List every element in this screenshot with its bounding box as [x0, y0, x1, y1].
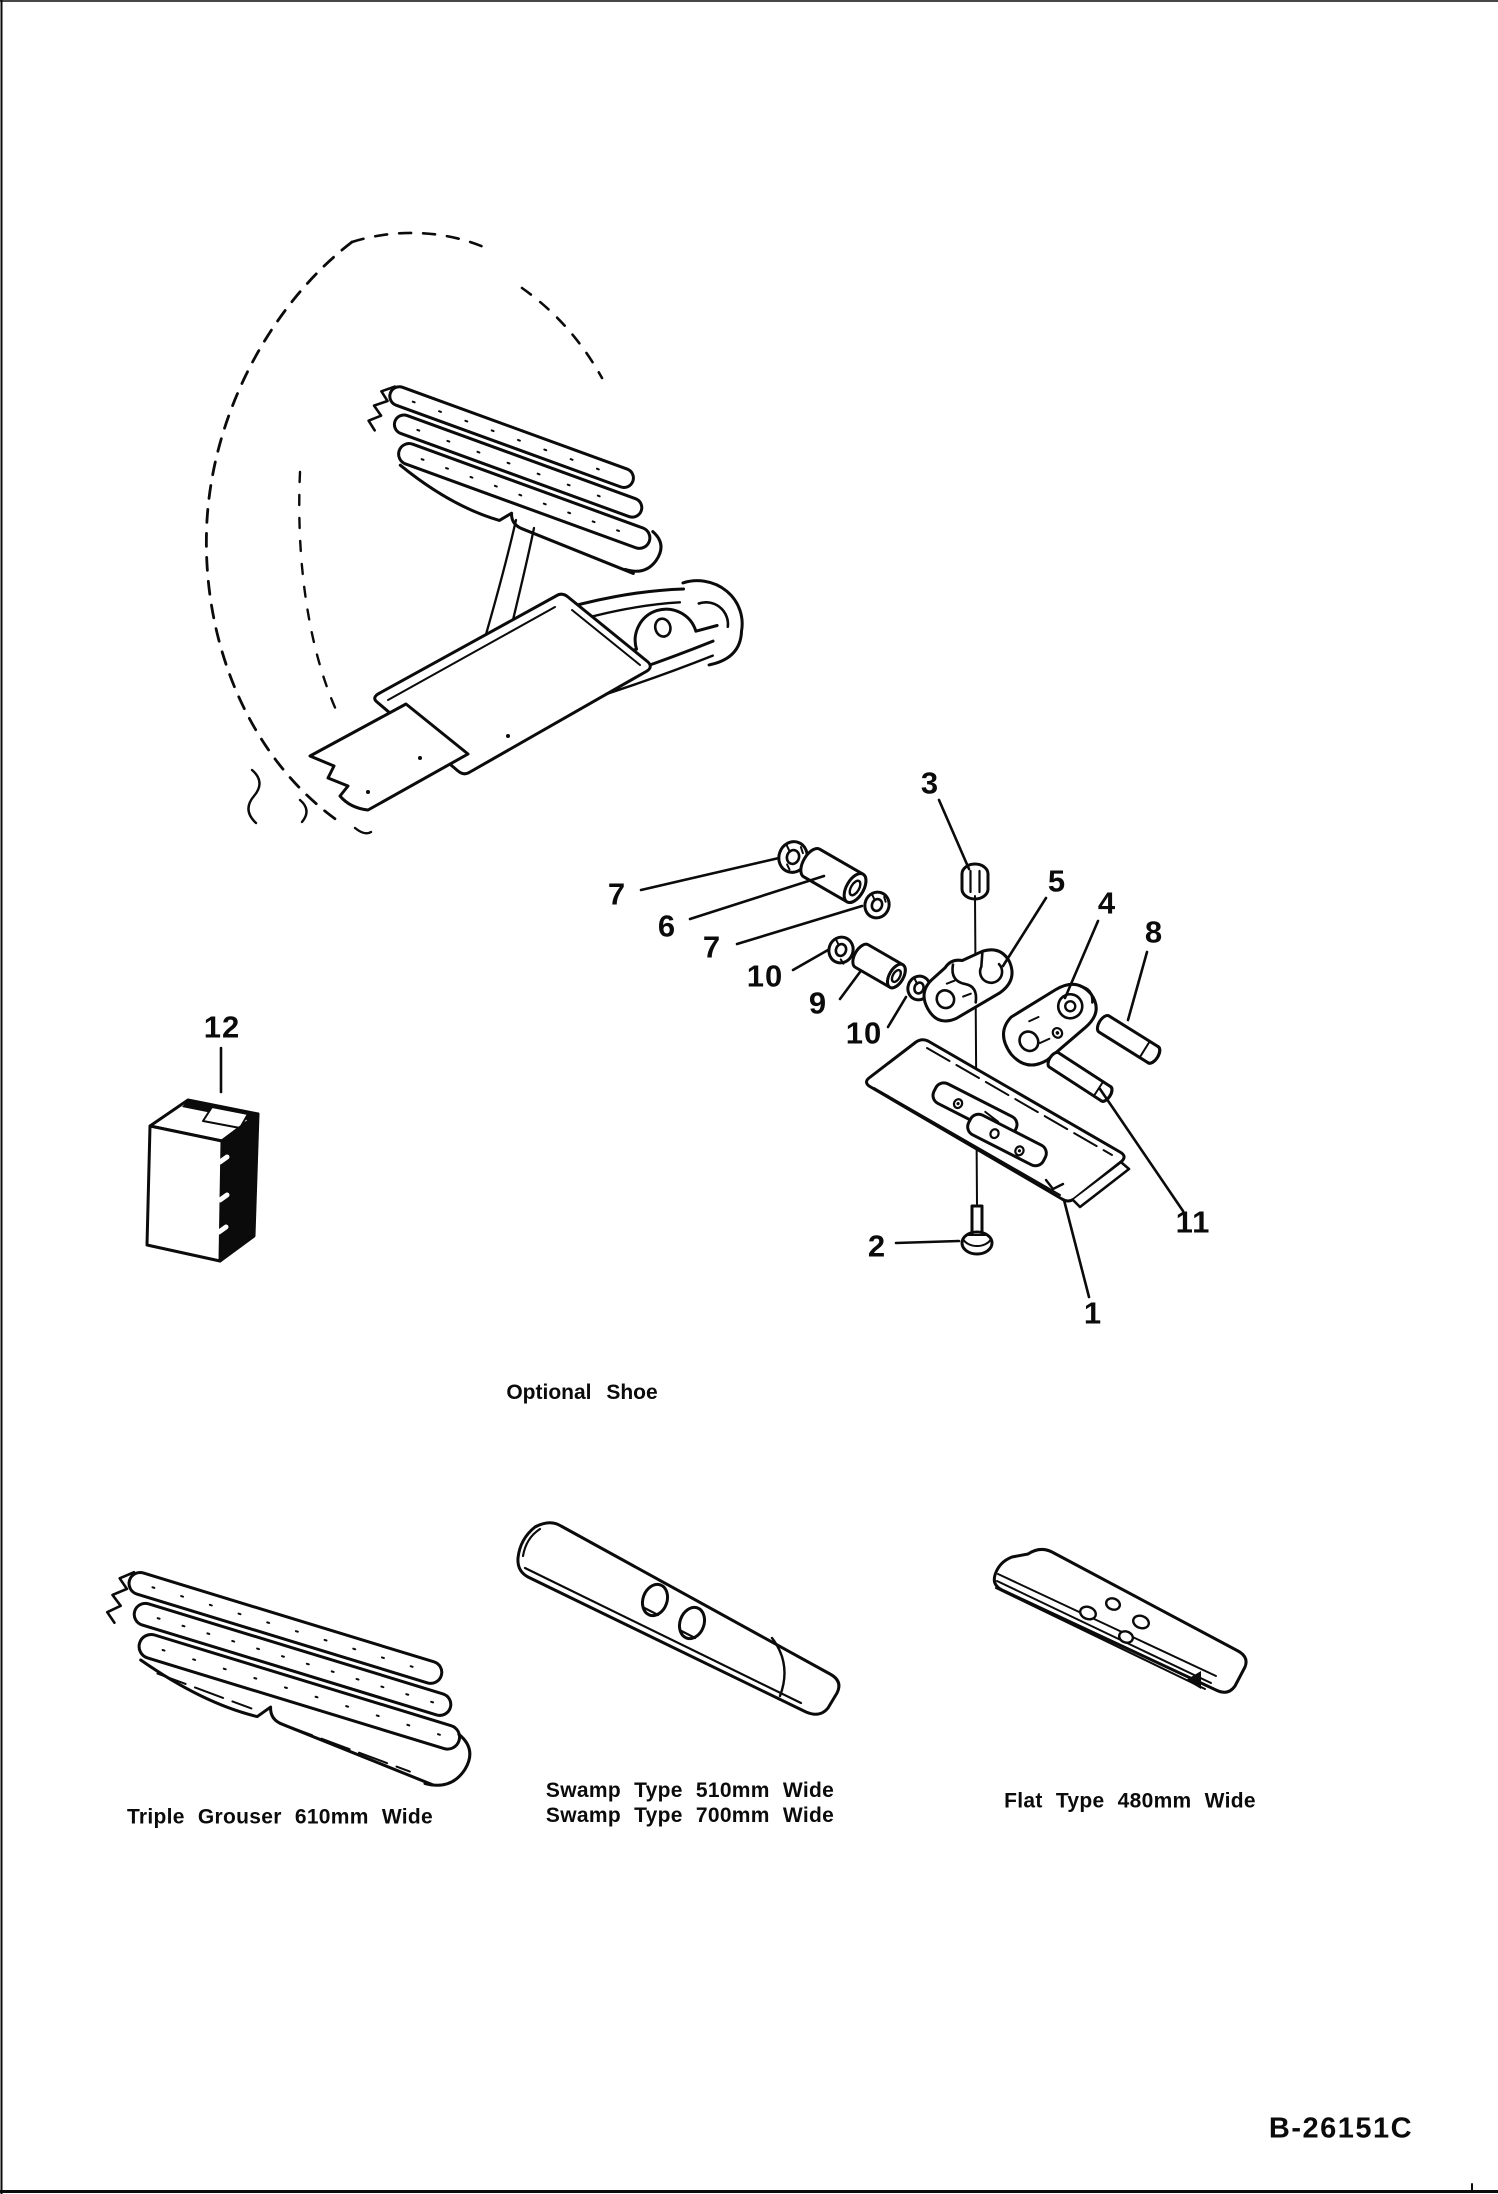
- caption-triple-grouser-line: Triple Grouser 610mm Wide: [126, 1805, 434, 1829]
- caption-triple-grouser: [127, 1805, 433, 1830]
- callout-11: 11: [1175, 1204, 1211, 1240]
- caption-swamp-type-line1: Swamp Type 510mm Wide: [545, 1779, 835, 1802]
- part-nut-3: [962, 864, 988, 899]
- callout-2: 2: [867, 1228, 887, 1264]
- callout-12: 12: [203, 1009, 241, 1045]
- callout-1: 1: [1083, 1295, 1103, 1331]
- drawing-code: B-26151C: [1268, 2112, 1414, 2145]
- part-track-shoe-1: [867, 1040, 1130, 1207]
- part-seal-7-lower: [861, 889, 892, 922]
- callout-7-lower: 7: [702, 929, 722, 965]
- part-bolt-2: [962, 1206, 992, 1254]
- callout-9: 9: [808, 985, 828, 1021]
- bolt-axis-line: [975, 896, 977, 1204]
- callout-8: 8: [1144, 914, 1164, 950]
- caption-flat-type: [1004, 1789, 1256, 1814]
- part-bushing-9: [849, 941, 909, 991]
- callout-7-upper: 7: [607, 876, 627, 912]
- shoe-flat-type: [994, 1549, 1246, 1692]
- caption-flat-type-line: Flat Type 480mm Wide: [1004, 1789, 1256, 1813]
- callout-4: 4: [1097, 885, 1117, 921]
- callout-10-lower: 10: [845, 1015, 883, 1051]
- optional-shoes: [86, 1523, 1246, 1794]
- part-shim-box-12: [147, 1100, 258, 1261]
- callout-6: 6: [657, 908, 677, 944]
- exploded-parts: [147, 838, 1162, 1264]
- callout-5: 5: [1047, 863, 1067, 899]
- machine-track-illustration: [206, 233, 752, 833]
- shoe-triple-grouser: [86, 1566, 493, 1794]
- callout-3: 3: [920, 765, 940, 801]
- caption-swamp-type-line2: Swamp Type 700mm Wide: [545, 1804, 835, 1827]
- shoe-swamp-type: [518, 1523, 839, 1715]
- caption-swamp-type: [546, 1778, 834, 1828]
- part-bushing-6: [796, 845, 870, 906]
- callout-10-upper: 10: [746, 958, 784, 994]
- part-link-5: [913, 934, 1021, 1032]
- optional-shoe-heading: Optional Shoe: [506, 1381, 658, 1404]
